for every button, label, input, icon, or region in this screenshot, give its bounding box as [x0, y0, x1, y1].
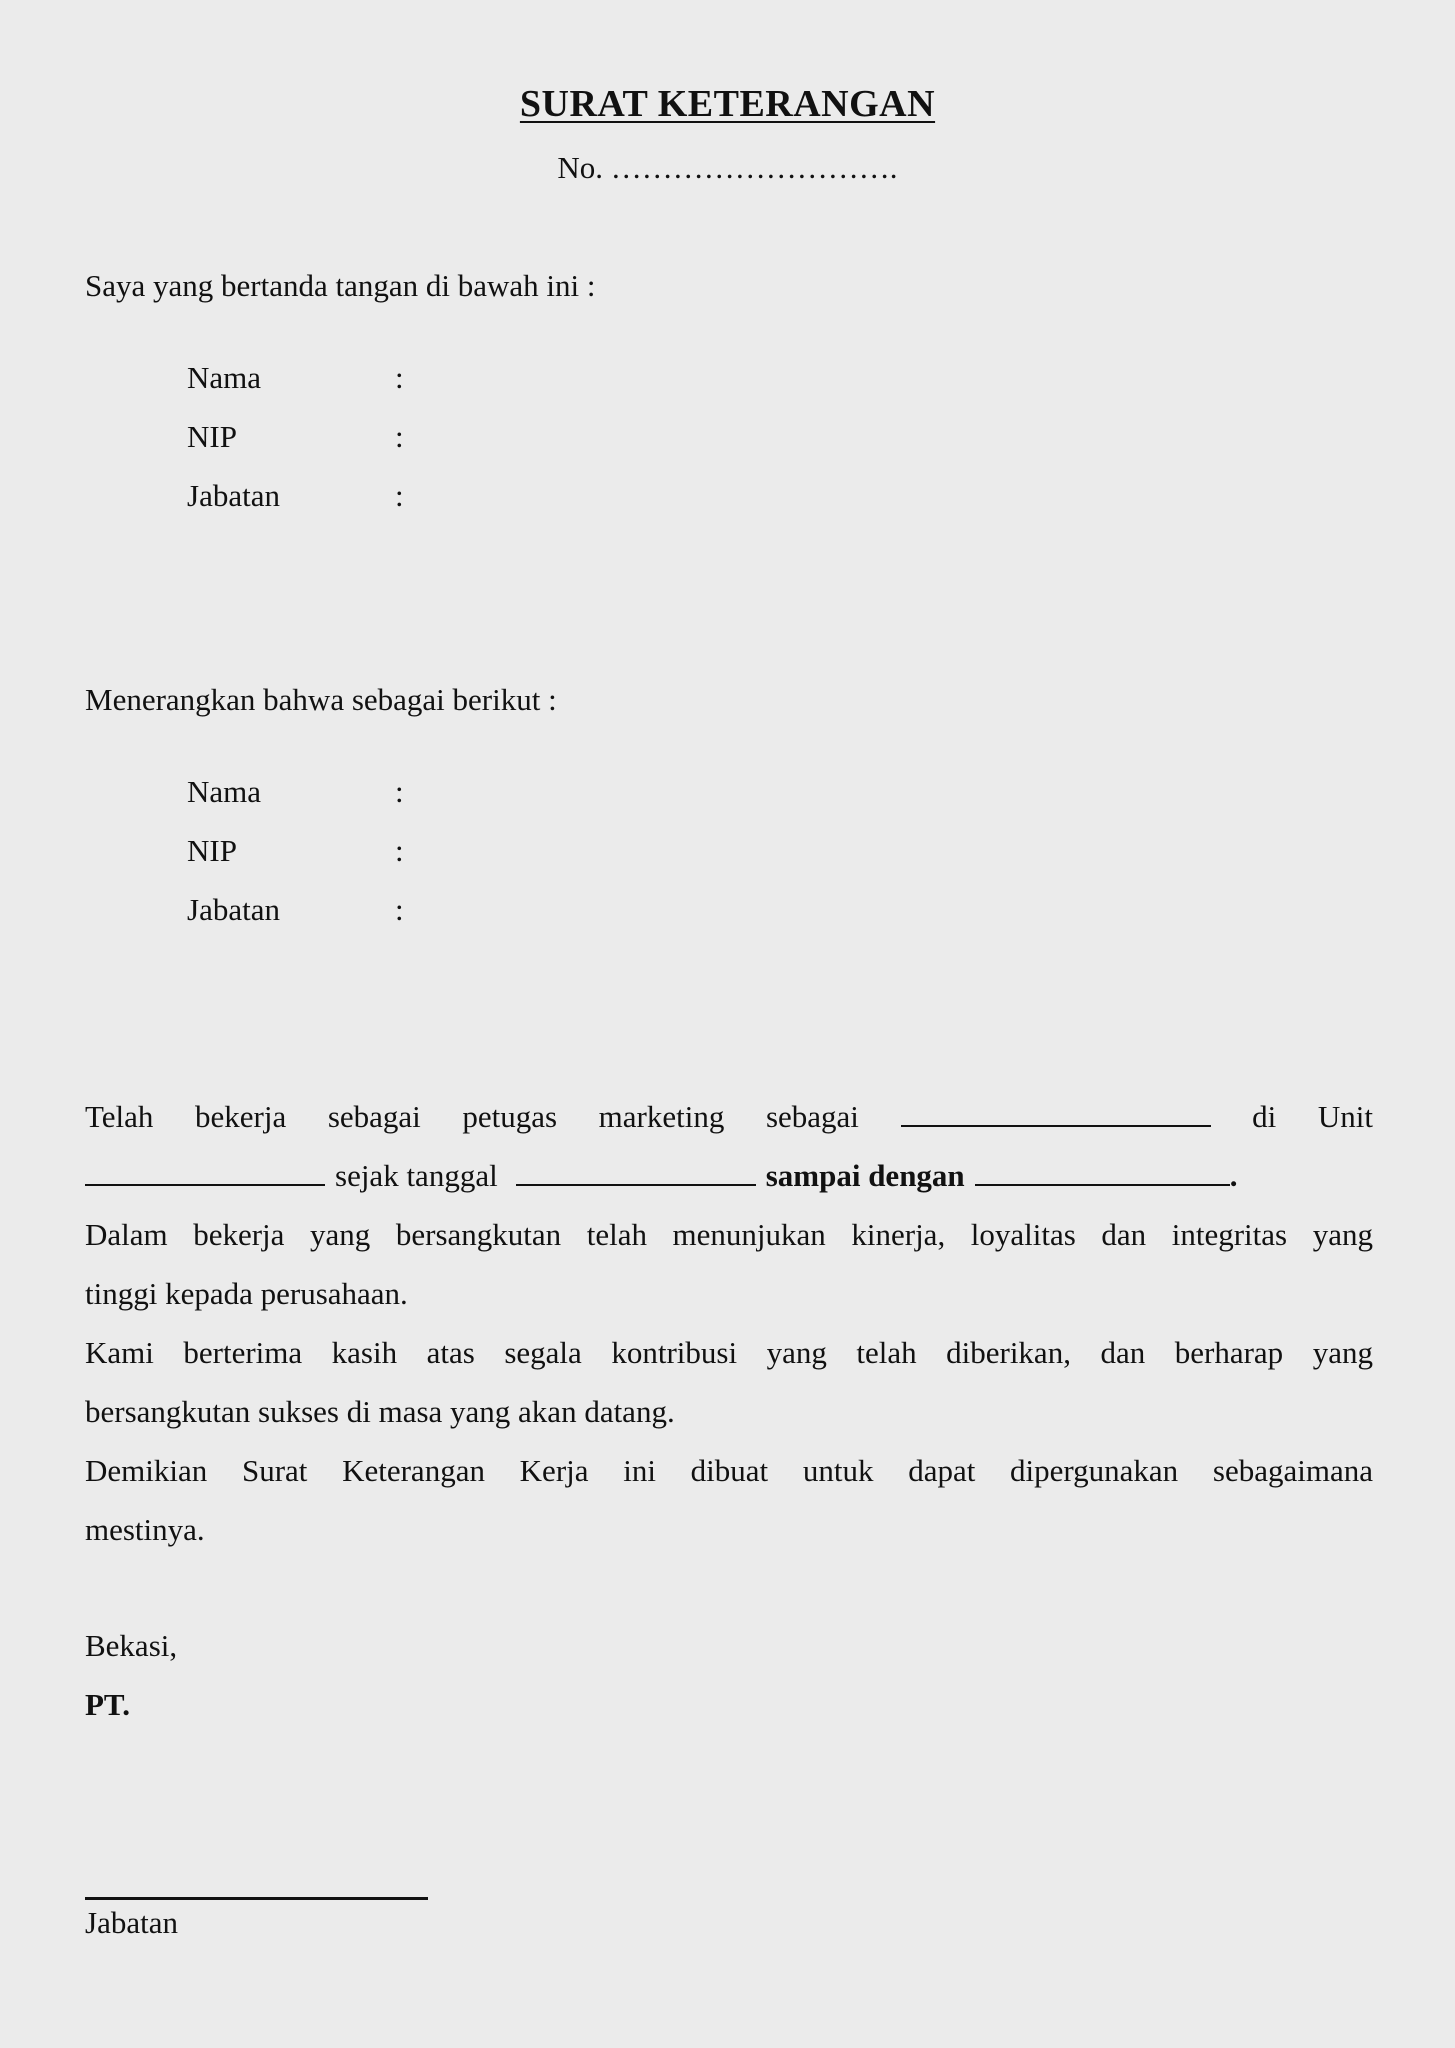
word: Unit [1317, 1099, 1373, 1134]
word: kinerja, [851, 1217, 946, 1252]
word: bekerja [193, 1217, 285, 1252]
signer-position-label: Jabatan [187, 477, 280, 513]
subject-name-colon: : [395, 773, 404, 809]
word: Telah [85, 1099, 154, 1134]
word: kontribusi [611, 1335, 738, 1370]
word: yang [1312, 1217, 1373, 1252]
subject-name-label: Nama [187, 773, 262, 809]
company-name: PT. [85, 1687, 131, 1722]
paragraph-2-line-2: tinggi kepada perusahaan. [85, 1276, 408, 1311]
word: Keterangan [342, 1453, 485, 1488]
letter-number: No. ………………………. [557, 150, 898, 185]
paragraph-3-line-2: bersangkutan sukses di masa yang akan datang. [85, 1394, 675, 1429]
word: bersangkutan [395, 1217, 562, 1252]
signer-position-colon: : [395, 477, 404, 513]
signer-nip-label: NIP [187, 418, 237, 454]
word: Kerja [519, 1453, 589, 1488]
blank-unit [85, 1158, 325, 1186]
subject-position-row [187, 880, 487, 939]
subject-name-row [187, 762, 487, 821]
word: telah [856, 1335, 917, 1370]
letter-title: SURAT KETERANGAN [519, 83, 936, 125]
paragraph-1-line-2 [85, 1146, 1373, 1205]
word: Surat [241, 1453, 308, 1488]
paragraph-4-line-2: mestinya. [85, 1512, 205, 1547]
subject-nip-label: NIP [187, 832, 237, 868]
letter-body [85, 1087, 1373, 1559]
signer-nip-colon: : [395, 418, 404, 454]
signer-name-colon: : [395, 359, 404, 395]
word: Dalam [85, 1217, 168, 1252]
subject-nip-row [187, 821, 487, 880]
subject-nip-colon: : [395, 832, 404, 868]
period: . [1229, 1158, 1238, 1193]
signature-line [85, 1897, 428, 1900]
word: menunjukan [672, 1217, 826, 1252]
word: loyalitas [970, 1217, 1076, 1252]
place-text: Bekasi, [85, 1628, 178, 1663]
word: ini [623, 1453, 656, 1488]
word: sebagaimana [1212, 1453, 1373, 1488]
paragraph-4-line-1 [85, 1441, 1373, 1500]
word: telah [586, 1217, 647, 1252]
signer-intro: Saya yang bertanda tangan di bawah ini : [85, 268, 596, 303]
word: dibuat [690, 1453, 769, 1488]
word: dapat [908, 1453, 976, 1488]
word: segala [504, 1335, 582, 1370]
word: sebagai [765, 1099, 859, 1134]
word: untuk [802, 1453, 874, 1488]
subject-fields [187, 762, 487, 939]
since-text: sejak tanggal [335, 1158, 498, 1193]
word: dan [1100, 1335, 1146, 1370]
signature-title: Jabatan [85, 1905, 178, 1940]
paragraph-3-line-1 [85, 1323, 1373, 1382]
word: diberikan, [946, 1335, 1071, 1370]
until-text: sampai dengan [765, 1158, 965, 1193]
signer-fields [187, 348, 487, 525]
word: sebagai [327, 1099, 421, 1134]
word: berharap [1174, 1335, 1284, 1370]
word: Kami [85, 1335, 154, 1370]
word: dan [1101, 1217, 1147, 1252]
signer-nip-row [187, 407, 487, 466]
paragraph-1-line-1 [85, 1087, 1373, 1146]
subject-position-colon: : [395, 891, 404, 927]
word: marketing [598, 1099, 725, 1134]
blank-position [901, 1099, 1211, 1127]
word: kasih [331, 1335, 398, 1370]
subject-intro: Menerangkan bahwa sebagai berikut : [85, 682, 557, 717]
signer-name-label: Nama [187, 359, 262, 395]
blank-end-date [975, 1158, 1230, 1186]
paragraph-2-line-1 [85, 1205, 1373, 1264]
word: Demikian [85, 1453, 208, 1488]
word: yang [310, 1217, 371, 1252]
word: petugas [462, 1099, 558, 1134]
subject-position-label: Jabatan [187, 891, 280, 927]
blank-start-date [516, 1158, 756, 1186]
word: yang [766, 1335, 827, 1370]
signer-position-row [187, 466, 487, 525]
word: dipergunakan [1010, 1453, 1179, 1488]
word: atas [426, 1335, 475, 1370]
word: integritas [1171, 1217, 1288, 1252]
word: yang [1312, 1335, 1373, 1370]
word: berterima [183, 1335, 303, 1370]
signer-name-row [187, 348, 487, 407]
word: bekerja [195, 1099, 287, 1134]
word: di [1252, 1099, 1277, 1134]
